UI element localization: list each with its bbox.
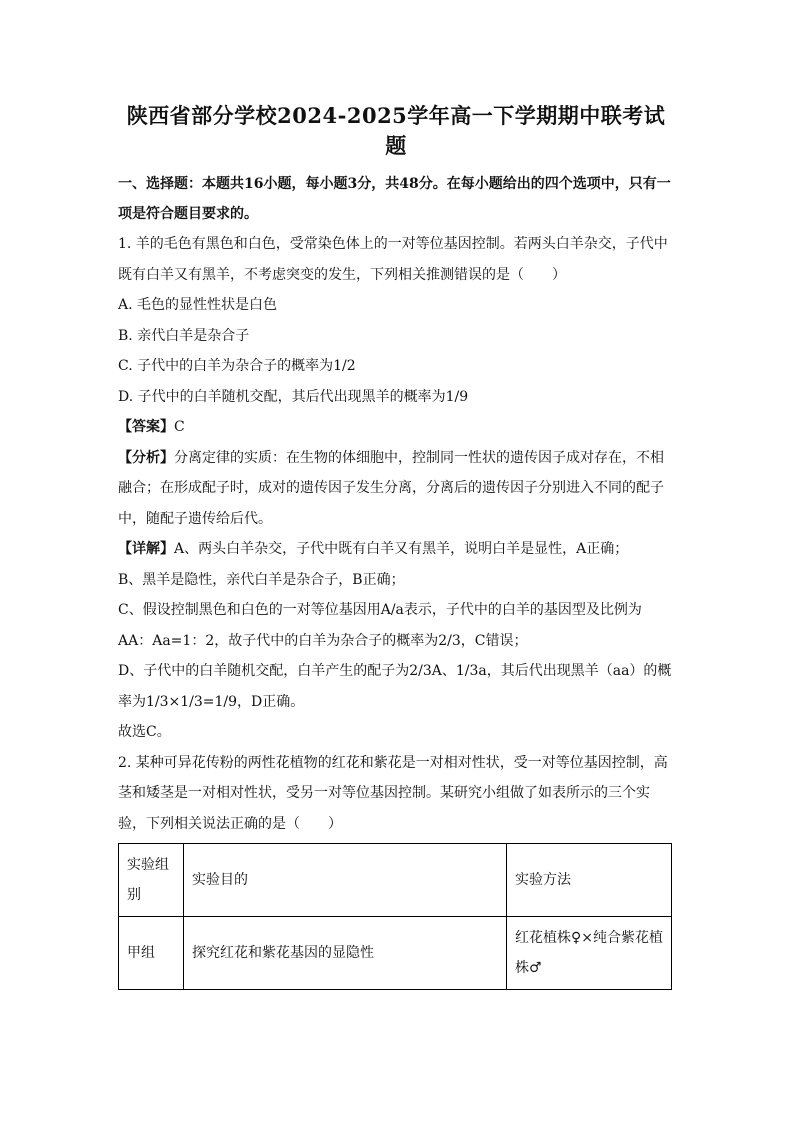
- detail-a-text: A、两头白羊杂交，子代中既有白羊又有黑羊，说明白羊是显性，A正确；: [174, 541, 629, 557]
- question-1-option-a: A. 毛色的显性性状是白色: [118, 297, 278, 313]
- question-1-stem: 1. 羊的毛色有黑色和白色，受常染色体上的一对等位基因控制。若两头白羊杂交，子代中既有白羊又有黑羊，不考虑突变的发生，下列相关推测错误的是（ ）: [118, 236, 668, 283]
- question-1-detail-b: B、黑羊是隐性，亲代白羊是杂合子，B正确；: [118, 571, 405, 588]
- table-header-cell: 实验目的: [184, 844, 507, 917]
- experiment-table: [118, 843, 672, 990]
- table-header-row: [119, 844, 672, 917]
- table-cell: 甲组: [119, 917, 184, 990]
- question-1-conclusion: 故选C。: [118, 724, 171, 740]
- detail-tag: 【详解】: [118, 541, 174, 557]
- question-1-option-c: C. 子代中的白羊为杂合子的概率为1/2: [118, 358, 356, 374]
- page-title: 陕西省部分学校2024-2025学年高一下学期期中联考试题: [126, 103, 666, 158]
- question-1-option-d: D. 子代中的白羊随机交配，其后代出现黑羊的概率为1/9: [118, 388, 469, 405]
- question-1-detail-a: [118, 534, 674, 565]
- question-1-answer: [118, 412, 674, 443]
- table-row: [119, 917, 672, 990]
- section-heading: 一、选择题：本题共16小题，每小题3分，共48分。在每小题给出的四个选项中，只有一项是符合题目要求的。: [118, 176, 671, 222]
- answer-tag: 【答案】: [118, 419, 174, 435]
- table-cell: 红花植株♀×纯合紫花植株♂: [507, 917, 672, 990]
- question-2-stem: 2. 某种可异花传粉的两性花植物的红花和紫花是一对相对性状，受一对等位基因控制，高茎和矮茎是一对相对性状，受另一对等位基因控制。某研究小组做了如表所示的三个实验，下列相关说法正确的是（ ）: [118, 754, 668, 832]
- answer-value: C: [174, 419, 185, 435]
- question-1-analysis: [118, 443, 674, 535]
- question-1-option-b: B. 亲代白羊是杂合子: [118, 327, 250, 344]
- question-1-detail-c: C、假设控制黑色和白色的一对等位基因用A/a表示，子代中的白羊的基因型及比例为AA：Aa=1：2，故子代中的白羊为杂合子的概率为2/3，C错误；: [118, 602, 642, 649]
- analysis-tag: 【分析】: [118, 449, 174, 466]
- table-cell: 探究红花和紫花基因的显隐性: [184, 917, 507, 990]
- question-1-detail-d: D、子代中的白羊随机交配，白羊产生的配子为2/3A、1/3a，其后代出现黑羊（aa）的概率为1/3×1/3=1/9，D正确。: [118, 663, 672, 710]
- analysis-text: 分离定律的实质：在生物的体细胞中，控制同一性状的遗传因子成对存在，不相融合；在形成配子时，成对的遗传因子发生分离，分离后的遗传因子分别进入不同的配子中，随配子遗传给后代。: [118, 449, 664, 527]
- table-header-cell: 实验组别: [119, 844, 184, 917]
- table-header-cell: 实验方法: [507, 844, 672, 917]
